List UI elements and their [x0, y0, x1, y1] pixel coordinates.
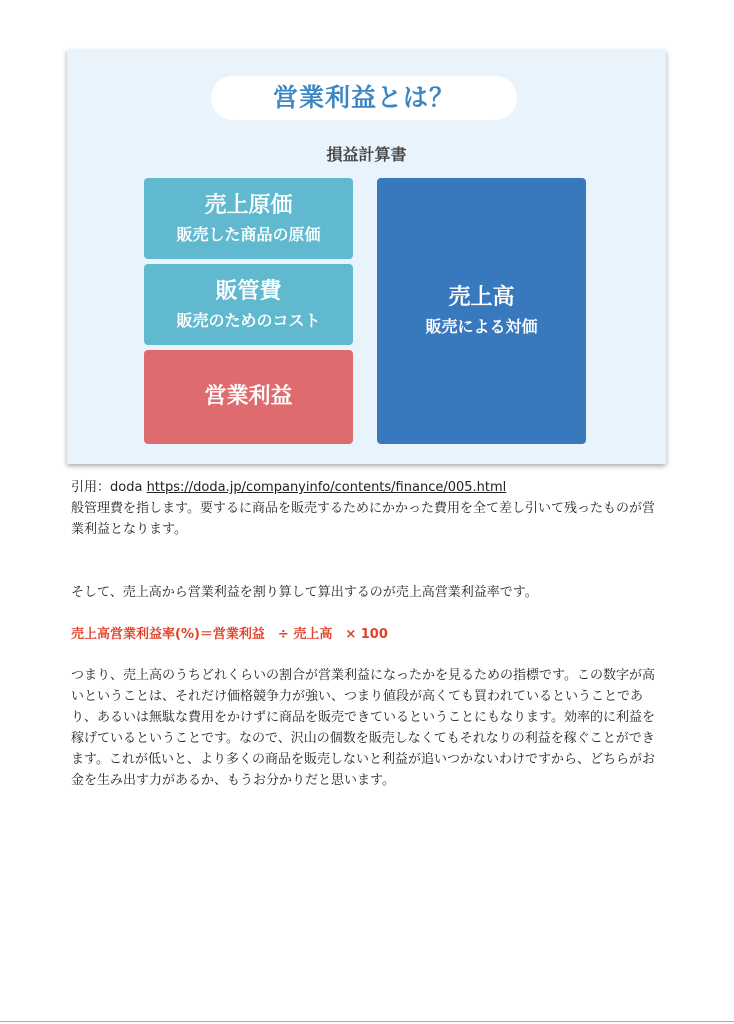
net-sales-description: 販売による対価	[425, 317, 538, 336]
citation-prefix: 引用：doda	[71, 480, 147, 495]
cost-of-sales-description: 販売した商品の原価	[176, 224, 321, 244]
sga-label: 販管費	[215, 278, 282, 304]
operating-profit-box	[144, 350, 353, 444]
operating-profit-label: 営業利益	[204, 384, 293, 409]
sga-description: 販売のためのコスト	[176, 310, 321, 330]
sga-box	[144, 264, 353, 345]
citation	[71, 478, 506, 497]
figure-title: 営業利益とは？	[211, 76, 517, 120]
cost-of-sales-label: 売上原価	[204, 192, 293, 218]
paragraph-definition: 般管理費を指します。要するに商品を販売するためにかかった費用を全て差し引いて残ったものが営業利益となります。	[71, 501, 655, 537]
cost-of-sales-box	[144, 178, 353, 259]
paragraph-explanation: つまり、売上高のうちどれくらいの割合が営業利益になったかを見るための指標です。この数字が高いということは、それだけ価格競争力が強い、つまり値段が高くても買われているということであり、あるいは無駄な費用をかけずに商品を販売できているということにもなります。効率的に利益を稼げているということです。なので、沢山の個数を販売しなくてもそれなりの利益を稼ぐことができます。これが低いと、より多くの商品を販売しないと利益が追いつかないわけですから、どちらがお金を生み出す力があるか、もうお分かりだと思います。	[71, 668, 655, 788]
paragraph-ratio-intro: そして、売上高から営業利益を割り算して算出するのが売上高営業利益率です。	[71, 585, 538, 600]
operating-profit-figure	[67, 50, 666, 464]
net-sales-box	[377, 178, 586, 444]
citation-link[interactable]: https://doda.jp/companyinfo/contents/finance/005.html	[146, 480, 507, 495]
figure-subtitle: 損益計算書	[326, 145, 407, 164]
ratio-formula: 売上高営業利益率(%)＝営業利益 ÷ 売上高 × 100	[71, 627, 388, 642]
net-sales-label: 売上高	[448, 285, 515, 310]
page-bottom-divider	[0, 1021, 734, 1022]
